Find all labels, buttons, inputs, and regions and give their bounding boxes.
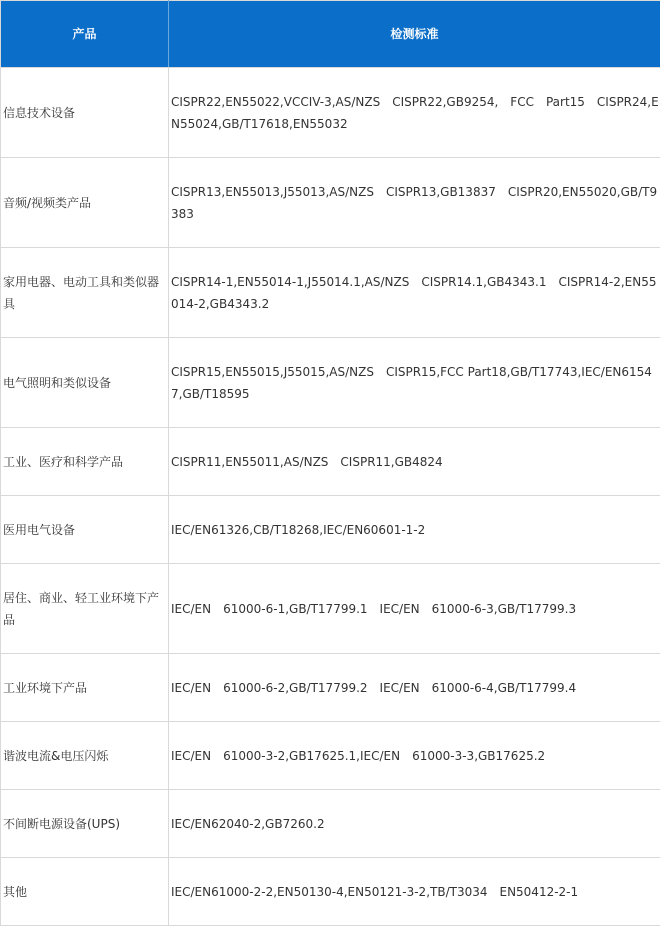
table-row (1, 338, 660, 428)
table-row (1, 790, 660, 858)
table-row (1, 564, 660, 654)
standard-cell: IEC/EN61000-2-2,EN50130-4,EN50121-3-2,TB/T3034 EN50412-2-1 (169, 858, 660, 926)
product-cell: 家用电器、电动工具和类似器具 (1, 248, 169, 338)
standard-cell: CISPR11,EN55011,AS/NZS CISPR11,GB4824 (169, 428, 660, 496)
table-row (1, 68, 660, 158)
standard-cell: CISPR15,EN55015,J55015,AS/NZS CISPR15,FCC Part18,GB/T17743,IEC/EN61547,GB/T18595 (169, 338, 660, 428)
table-row (1, 158, 660, 248)
table-row (1, 858, 660, 926)
standard-cell: IEC/EN 61000-6-1,GB/T17799.1 IEC/EN 61000-6-3,GB/T17799.3 (169, 564, 660, 654)
table-row (1, 722, 660, 790)
product-cell: 医用电气设备 (1, 496, 169, 564)
standard-cell: IEC/EN 61000-6-2,GB/T17799.2 IEC/EN 61000-6-4,GB/T17799.4 (169, 654, 660, 722)
header-standard: 检测标准 (169, 1, 660, 68)
product-cell: 工业、医疗和科学产品 (1, 428, 169, 496)
standard-cell: CISPR13,EN55013,J55013,AS/NZS CISPR13,GB13837 CISPR20,EN55020,GB/T9383 (169, 158, 660, 248)
table-row (1, 248, 660, 338)
standard-cell: IEC/EN61326,CB/T18268,IEC/EN60601-1-2 (169, 496, 660, 564)
standard-cell: IEC/EN 61000-3-2,GB17625.1,IEC/EN 61000-3-3,GB17625.2 (169, 722, 660, 790)
product-cell: 不间断电源设备(UPS) (1, 790, 169, 858)
table-row (1, 496, 660, 564)
product-cell: 工业环境下产品 (1, 654, 169, 722)
standard-cell: IEC/EN62040-2,GB7260.2 (169, 790, 660, 858)
standard-cell: CISPR22,EN55022,VCCIV-3,AS/NZS CISPR22,GB9254, FCC Part15 CISPR24,EN55024,GB/T17618,EN55032 (169, 68, 660, 158)
table-row (1, 428, 660, 496)
table-row (1, 654, 660, 722)
product-cell: 谐波电流&电压闪烁 (1, 722, 169, 790)
product-cell: 音频/视频类产品 (1, 158, 169, 248)
product-cell: 居住、商业、轻工业环境下产品 (1, 564, 169, 654)
header-product: 产品 (1, 1, 169, 68)
product-cell: 信息技术设备 (1, 68, 169, 158)
standard-cell: CISPR14-1,EN55014-1,J55014.1,AS/NZS CISPR14.1,GB4343.1 CISPR14-2,EN55014-2,GB4343.2 (169, 248, 660, 338)
table-header-row (1, 1, 660, 68)
product-cell: 其他 (1, 858, 169, 926)
product-cell: 电气照明和类似设备 (1, 338, 169, 428)
